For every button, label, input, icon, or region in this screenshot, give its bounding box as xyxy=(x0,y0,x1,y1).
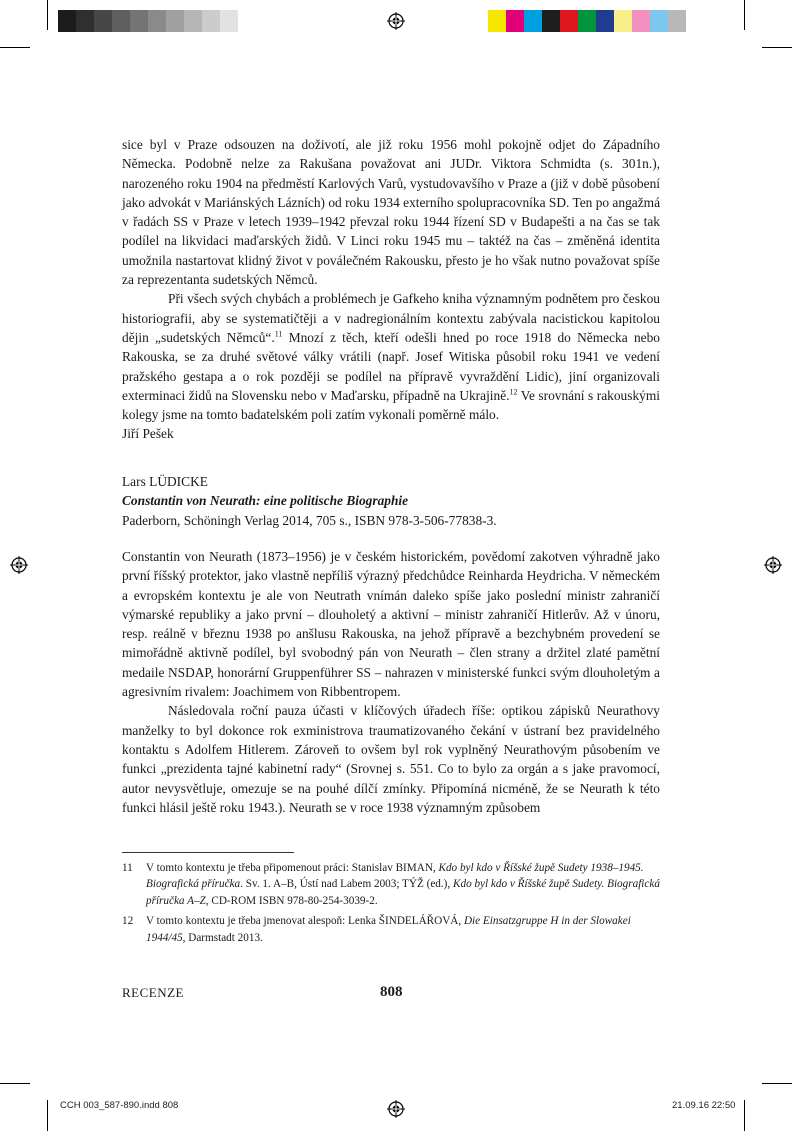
footnote-number: 11 xyxy=(122,862,133,874)
paragraph: Následovala roční pauza účasti v klíčových úřadech říše: optikou zápisků Neurathovy manželky to byl dokonce rok exministrova traumatizovaného čekání v ústraní bez pravidelného kontaktu s Adolfem Hitlerem. Zároveň to ovšem byl rok vyplněný Neurathovým působením ve funkci „prezidenta tajné kabinetní rady“ (Srovnej s. 551. Co to bylo za orgán a s jake pravomocí, autor nevysvětluje, omezuje se na pouhé dílčí zmínky. Připomíná nicméně, že se Neurath k této funkci hlásil ještě roku 1943.). Neurath se v roce 1938 významným způsobem xyxy=(122,703,660,815)
color-patch xyxy=(130,10,148,32)
review-author: Lars LÜDICKE xyxy=(122,474,208,489)
footnote-text: V tomto kontextu je třeba jmenovat alespoň: Lenka ŠINDELÁŘOVÁ, Die Einsatzgruppe H in der Slowakei 1944/45, Darmstadt 2013. xyxy=(146,915,631,944)
body-text-bottom xyxy=(122,547,660,817)
color-patch xyxy=(506,10,524,32)
color-patch xyxy=(650,10,668,32)
color-patch xyxy=(94,10,112,32)
color-patch xyxy=(560,10,578,32)
footnote-ref[interactable]: 12 xyxy=(509,387,518,397)
color-patch xyxy=(488,10,506,32)
footnote-number: 12 xyxy=(122,915,134,928)
crop-mark xyxy=(0,47,30,48)
crop-mark xyxy=(762,47,792,48)
color-patch xyxy=(524,10,542,32)
crop-mark xyxy=(762,1083,792,1084)
color-patch xyxy=(668,10,686,32)
footnote-text: V tomto kontextu je třeba připomenout práci: Stanislav BIMAN, Kdo byl kdo v Říšské župě Sudety 1938–1945. Biografická příručka. Sv. 1. A–B, Ústí nad Labem 2003; TÝŽ (ed.), Kdo byl kdo v Říšské župě Sudety. Biografická příručka A–Z, CD-ROM ISBN 978-80-254-3039-2. xyxy=(146,862,660,907)
color-patch xyxy=(614,10,632,32)
color-patch xyxy=(148,10,166,32)
color-patch xyxy=(166,10,184,32)
registration-mark-right xyxy=(764,556,782,574)
grayscale-color-bar xyxy=(58,10,238,32)
footnote-ref[interactable]: 11 xyxy=(274,329,283,339)
footnote-separator xyxy=(122,852,294,853)
review-book-title: Constantin von Neurath: eine politische Biographie xyxy=(122,493,409,509)
process-color-bar xyxy=(488,10,686,32)
color-patch xyxy=(220,10,238,32)
color-patch xyxy=(112,10,130,32)
body-text-top xyxy=(122,135,660,444)
footnotes xyxy=(122,860,660,950)
footnote xyxy=(122,860,660,909)
paragraph: sice byl v Praze odsouzen na doživotí, ale již roku 1956 mohl pokojně odjet do Západního Německa. Podobně nelze za Rakušana považovat ani JUDr. Viktora Schmidta (s. 301n.), narozeného roku 1904 na předměstí Karlových Varů, vystudovavšího v Praze a (již v době působení jako advokát v Mariánských Lázních) od roku 1934 externího spolupracovníka SD. Ten po angažmá v řadách SS v Praze v letech 1939–1942 převzal roku 1944 řízení SD v Budapešti a na čas se tak podílel na likvidaci maďarských židů. V Linci roku 1945 mu – taktéž na čas – změněná identita umožnila nastartovat klidný život v poválečném Rakousku, přesto je ho však nutno považovat spíše za reprezentanta sudetských Němců. xyxy=(122,137,661,288)
registration-mark-top xyxy=(387,12,405,30)
crop-mark xyxy=(0,1083,30,1084)
crop-mark xyxy=(744,1100,745,1131)
footnote xyxy=(122,913,660,946)
paragraph: Constantin von Neurath (1873–1956) je v českém historickém, povědomí zakotven výhradně jako první říšský protektor, jako vlastně nepříliš výrazný předchůdce Reinharda Heydricha. V německém a evropském kontextu je ale von Neutrath vnímán daleko spíše jako poslední ministr zahraničí výmarské republiky a jako první – dlouholetý a aktivní – ministr zahraničí Hitlerův. Až v únoru, resp. reálně v březnu 1938 po anšlusu Rakouska, na jehož přípravě a bezchybném provedení se mimořádně aktivně podílel, byl svobodný pán von Neurath – člen strany a držitel zlaté pamětní medaile NSDAP, honorární Gruppenführer SS – nahrazen v ministerské funkci svým dlouholetým a agresivním rivalem: Joachimem von Ribbentropem. xyxy=(122,549,660,700)
color-patch xyxy=(542,10,560,32)
color-patch xyxy=(578,10,596,32)
running-footer-section: RECENZE xyxy=(122,985,184,1000)
crop-mark xyxy=(47,1100,48,1131)
color-patch xyxy=(58,10,76,32)
color-patch xyxy=(202,10,220,32)
color-patch xyxy=(596,10,614,32)
review-imprint: Paderborn, Schöningh Verlag 2014, 705 s., ISBN 978-3-506-77838-3. xyxy=(122,512,497,528)
color-patch xyxy=(76,10,94,32)
crop-mark xyxy=(47,0,48,30)
slug-file-info: CCH 003_587-890.indd 808 xyxy=(60,1100,179,1111)
crop-mark xyxy=(744,0,745,30)
color-patch xyxy=(184,10,202,32)
paragraph: Při všech svých chybách a problémech je Gafkeho kniha významným podnětem pro českou historiografii, aby se systematičtěji a v nadregionálním kontextu zabývala nacistickou kapitolou dějin „sudetských Němců“.$^{11}$ Mnozí z těch, kteří odešli hned po roce 1918 do Německa nebo Rakouska, se za druhé světové války vrátili (např. Josef Witiska působil roku 1941 ve vedení pražského gestapa a o rok později se podílel na přípravě vyvraždění Lidic), jiní organizovali exterminaci židů na Slovensku nebo v Maďarsku, případně na Ukrajině.$^{12}$ Ve srovnání s rakouskými kolegy jsme na tomto badatelském poli zatím vykonali poměrně málo. xyxy=(122,291,660,423)
slug-date-time: 21.09.16 22:50 xyxy=(672,1100,736,1111)
registration-mark-left xyxy=(10,556,28,574)
review-header xyxy=(122,472,660,530)
page-number: 808 xyxy=(380,984,403,1000)
color-patch xyxy=(632,10,650,32)
review-signature: Jiří Pešek xyxy=(122,426,174,442)
registration-mark-bottom xyxy=(387,1100,405,1118)
